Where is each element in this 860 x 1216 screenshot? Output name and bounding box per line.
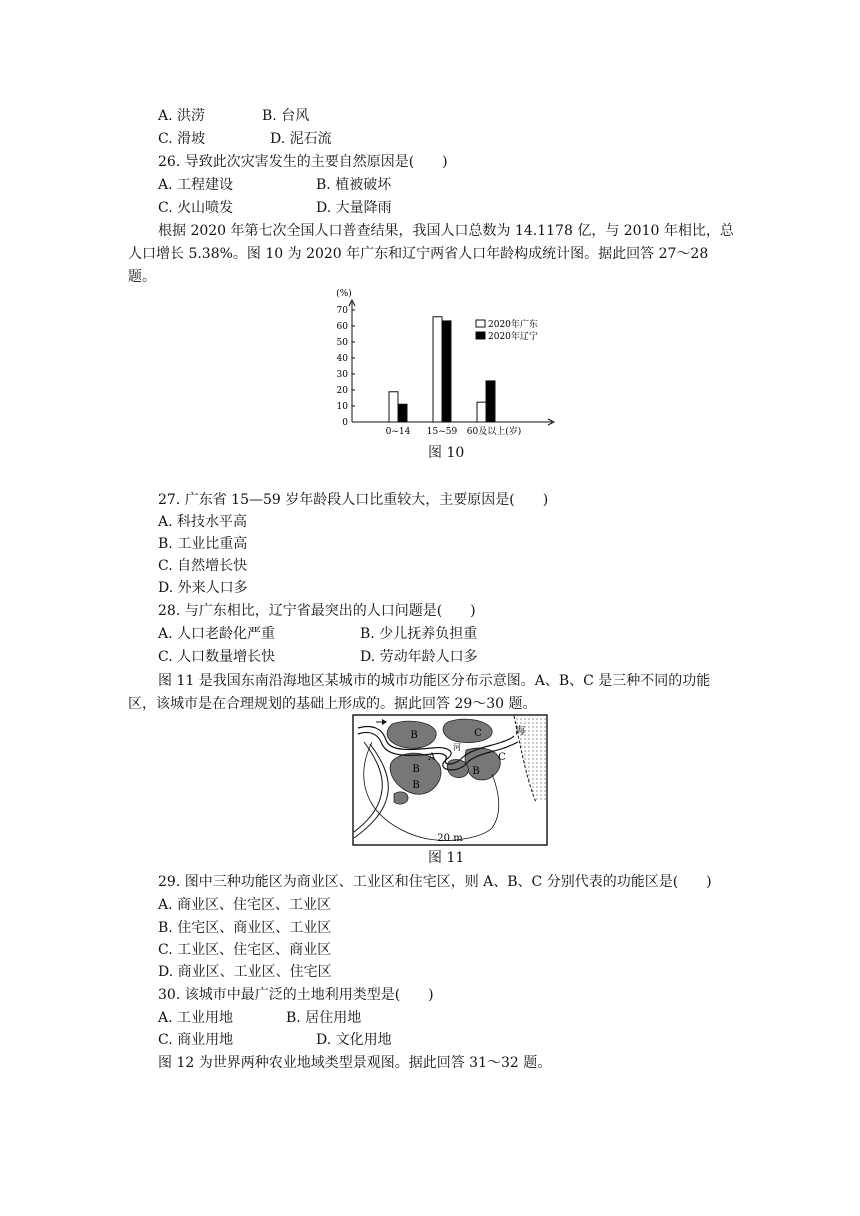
bar-liaoning-0 [398, 404, 407, 422]
legend-label: 2020年广东 [488, 320, 538, 330]
population-age-chart [330, 284, 570, 440]
intro-29-30 [128, 670, 736, 716]
contour-label: 20 m [437, 833, 463, 844]
zone-label-b1: B [410, 730, 418, 741]
figure-11-caption: 图 11 [428, 850, 465, 866]
y-tick-label: 10 [336, 402, 348, 412]
q28-option-d: D. 劳动年龄人口多 [360, 649, 478, 665]
zone-label-c1: C [474, 728, 482, 739]
q30-option-b: B. 居住用地 [286, 1010, 362, 1026]
q28-stem: 28. 与广东相比，辽宁省最突出的人口问题是( ) [158, 603, 476, 619]
q28-option-b: B. 少儿抚养负担重 [360, 626, 478, 642]
q27-stem: 27. 广东省 15—59 岁年龄段人口比重较大，主要原因是( ) [158, 492, 549, 508]
sea-label: 海 [515, 726, 525, 737]
river-label: 河 [453, 743, 461, 752]
y-tick-label: 30 [336, 370, 348, 380]
legend-swatch [476, 332, 485, 339]
q26-option-b: B. 植被破坏 [316, 177, 392, 193]
q29-option-c: C. 工业区、住宅区、商业区 [158, 942, 332, 958]
legend-label: 2020年辽宁 [488, 332, 538, 342]
q26-stem: 26. 导致此次灾害发生的主要自然原因是( ) [158, 154, 448, 170]
q28-option-c: C. 人口数量增长快 [158, 649, 276, 665]
intro-29-30-text: 图 11 是我国东南沿海地区某城市的城市功能区分布示意图。A、B、C 是三种不同的功能区，该城市是在合理规划的基础上形成的。据此回答 29～30 题。 [128, 673, 711, 712]
q26-option-c: C. 火山喷发 [158, 200, 234, 216]
q27-option-c: C. 自然增长快 [158, 558, 248, 574]
bar-guangdong-1 [433, 317, 442, 422]
q27-option-a: A. 科技水平高 [158, 514, 248, 530]
zone-label-b4: B [472, 766, 480, 777]
y-axis-label: (%) [336, 289, 352, 299]
q25-option-d: D. 泥石流 [270, 131, 332, 147]
zone-label-b2: B [412, 764, 420, 775]
q29-stem: 29. 图中三种功能区为商业区、工业区和住宅区，则 A、B、C 分别代表的功能区是( ) [158, 874, 712, 890]
q30-option-d: D. 文化用地 [316, 1032, 392, 1048]
q30-option-c: C. 商业用地 [158, 1032, 234, 1048]
x-tick-label: 0~14 [385, 427, 411, 437]
q27-option-b: B. 工业比重高 [158, 536, 248, 552]
q27-option-d: D. 外来人口多 [158, 580, 248, 596]
q26-option-d: D. 大量降雨 [316, 200, 392, 216]
y-tick-label: 20 [336, 386, 348, 396]
zone-label-c2: C [498, 752, 506, 763]
x-tick-label: 60及以上(岁) [466, 427, 522, 437]
y-tick-label: 40 [336, 354, 348, 364]
city-function-zone-map [352, 714, 548, 846]
bar-liaoning-1 [442, 321, 451, 422]
y-tick-label: 0 [342, 418, 348, 428]
intro-27-28-text: 根据 2020 年第七次全国人口普查结果，我国人口总数为 14.1178 亿，与 2010 年相比，总人口增长 5.38%。图 10 为 2020 年广东和辽宁两省人口年龄构成统计图。据此回答 27～28 题。 [128, 223, 734, 285]
bar-guangdong-0 [389, 392, 398, 422]
intro-27-28 [128, 220, 736, 289]
y-tick-label: 60 [336, 322, 348, 332]
bar-guangdong-2 [477, 402, 486, 422]
q29-option-d: D. 商业区、工业区、住宅区 [158, 964, 332, 980]
figure-10-caption: 图 10 [428, 445, 465, 461]
bar-liaoning-2 [486, 381, 495, 422]
q25-option-b: B. 台风 [262, 108, 310, 124]
q28-option-a: A. 人口老龄化严重 [158, 626, 276, 642]
legend-swatch [476, 320, 485, 327]
q30-stem: 30. 该城市中最广泛的土地利用类型是( ) [158, 987, 434, 1003]
intro-31-32: 图 12 为世界两种农业地域类型景观图。据此回答 31～32 题。 [158, 1055, 552, 1071]
q29-option-a: A. 商业区、住宅区、工业区 [158, 897, 332, 913]
q30-option-a: A. 工业用地 [158, 1010, 234, 1026]
q25-option-a: A. 洪涝 [158, 108, 206, 124]
zone-label-b3: B [412, 780, 420, 791]
zone-label-a: A [428, 752, 436, 763]
x-tick-label: 15~59 [426, 427, 458, 437]
q26-option-a: A. 工程建设 [158, 177, 234, 193]
q29-option-b: B. 住宅区、商业区、工业区 [158, 920, 332, 936]
y-tick-label: 70 [336, 306, 348, 316]
y-tick-label: 50 [336, 338, 348, 348]
q25-option-c: C. 滑坡 [158, 131, 206, 147]
